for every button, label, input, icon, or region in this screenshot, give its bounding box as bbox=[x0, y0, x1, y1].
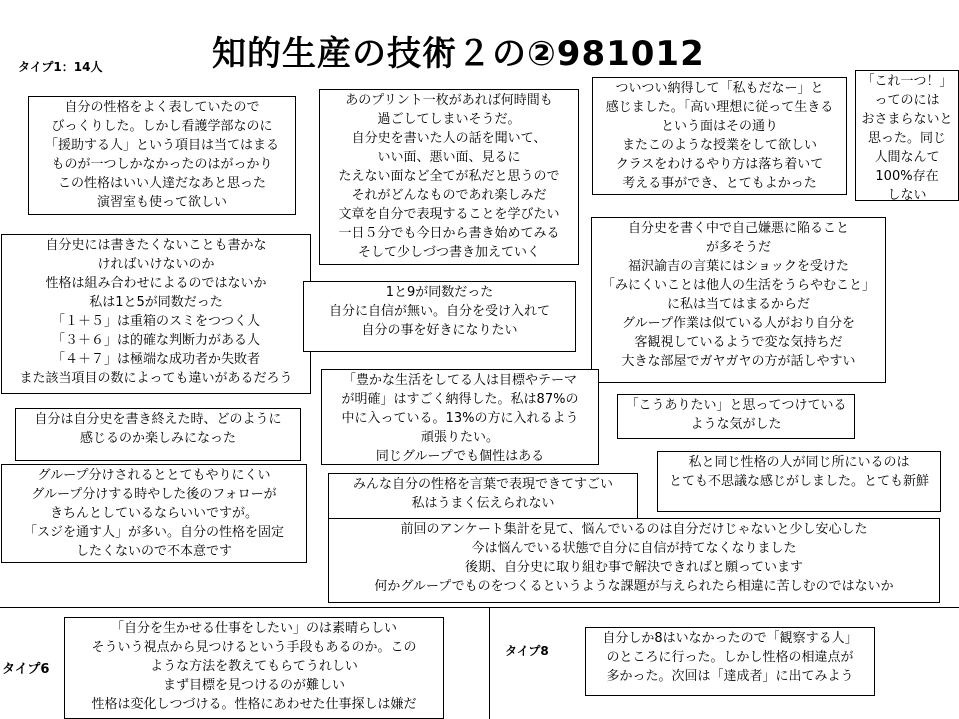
comment-box bbox=[1, 464, 307, 563]
comment-line: 「１＋５」は重箱のスミをつつく人 bbox=[51, 314, 260, 329]
comment-line: 前回のアンケート集計を見て、悩んでいるのは自分だけじゃないと少し安心した bbox=[400, 522, 868, 537]
comment-line: 私はうまく伝えられない bbox=[411, 496, 555, 511]
comment-line: みんな自分の性格を言葉で表現できてすごい bbox=[352, 477, 613, 492]
comment-line: 100%存在 bbox=[875, 169, 939, 184]
comment-line: ような気がした bbox=[690, 417, 782, 432]
comment-line: ものが一つしかなかったのはがっかり bbox=[51, 157, 273, 172]
comment-line: 「自分を生かせる仕事をしたい」のは素晴らしい bbox=[110, 621, 397, 636]
comment-line: まず目標を見つけるのが難しい bbox=[162, 678, 345, 693]
comment-line: それがどんなものであれ楽しみだ bbox=[351, 188, 547, 203]
comment-box bbox=[855, 70, 959, 201]
comment-line: クラスをわけるやり方は落ち着いて bbox=[615, 157, 824, 172]
comment-line: ってのには bbox=[874, 93, 940, 108]
comment-line: きちんとしているならいいですが。 bbox=[49, 506, 258, 521]
comment-box bbox=[15, 408, 301, 461]
comment-line: 自分しか8はいなかったので「観察する人」 bbox=[602, 631, 858, 646]
comment-line: 自分は自分史を書き終えた時、どのように bbox=[34, 412, 282, 427]
comment-line: 自分史を書く中で自己嫌悪に陥ること bbox=[627, 221, 849, 236]
comment-line: おさまらないと bbox=[861, 112, 953, 127]
comment-line: 感じました。「高い理想に従って生きる bbox=[605, 100, 834, 115]
comment-line: 多かった。次回は「達成者」に出てみよう bbox=[606, 669, 854, 684]
comment-line: そして少しづつ書き加えていく bbox=[357, 245, 540, 260]
comment-line: またこのような授業をして欲しい bbox=[621, 138, 817, 153]
comment-line: ければいけないのか bbox=[97, 257, 215, 272]
comment-line: たえない面など全てが私だと思うので bbox=[338, 169, 560, 184]
comment-line: びっくりした。しかし看護学部なのに bbox=[51, 119, 273, 134]
comment-line: 私と同じ性格の人が同じ所にいるのは bbox=[688, 455, 910, 470]
comment-line: のところに行った。しかし性格の相違点が bbox=[606, 650, 854, 665]
comment-line: 大きな部屋でガヤガヤの方が話しやすい bbox=[621, 354, 856, 369]
section-divider bbox=[0, 607, 959, 608]
comment-line: 同じグループでも個性はある bbox=[375, 449, 545, 464]
comment-line: そういう視点から見つけるという手段もあるのか。この bbox=[91, 640, 417, 655]
comment-box bbox=[328, 473, 638, 519]
comment-line: 自分の事を好きになりたい bbox=[361, 323, 518, 338]
type1-label: タイプ1：14人 bbox=[18, 60, 103, 74]
comment-line: 「みにくいことは他人の生活をうらやむこと」 bbox=[601, 278, 875, 293]
comment-box bbox=[28, 96, 296, 215]
comment-line: 「豊かな生活をしてる人は目標やテーマ bbox=[342, 373, 577, 388]
comment-line: 一日５分でも今日から書き始めてみる bbox=[338, 226, 560, 241]
type6-label: タイプ6 bbox=[2, 662, 50, 677]
comment-line: 頑張りたい。 bbox=[420, 430, 499, 445]
comment-line: 「援助する人」という項目は当てはまる bbox=[44, 138, 279, 153]
comment-line: グループ分けされるととてもやりにくい bbox=[37, 468, 271, 483]
comment-line: 何かグループでものをつくるというような課題が与えられたら相違に苦しむのではないか bbox=[374, 579, 894, 594]
comment-line: 過ごしてしまいそうだ。 bbox=[377, 112, 521, 127]
comment-line: に私は当てはまるからだ bbox=[666, 297, 810, 312]
comment-line: 自分の性格をよく表していたので bbox=[64, 100, 260, 115]
comment-line: いい面、悪い面、見るに bbox=[377, 150, 521, 165]
comment-box bbox=[64, 617, 444, 719]
comment-line: 中に入っている。13%の方に入れるよう bbox=[341, 411, 579, 426]
comment-line: 私は1と5が同数だった bbox=[89, 295, 223, 310]
comment-box bbox=[591, 217, 886, 383]
comment-line: 1と9が同数だった bbox=[385, 285, 494, 300]
comment-line: 「３＋６」は的確な判断力がある人 bbox=[51, 333, 260, 348]
comment-line: 性格は組み合わせによるのではないか bbox=[45, 276, 267, 291]
comment-box bbox=[303, 281, 576, 352]
comment-line: 自分史を書いた人の話を聞いて、 bbox=[351, 131, 547, 146]
comment-line: が多そうだ bbox=[705, 240, 771, 255]
comment-line: また該当項目の数によっても違いがあるだろう bbox=[19, 371, 293, 386]
vertical-divider bbox=[489, 607, 490, 719]
comment-line: したくないので不本意です bbox=[75, 544, 232, 559]
comment-line: 後期、自分史に取り組む事で解決できればと願っています bbox=[464, 560, 803, 575]
comment-line: 「これ一つ！」 bbox=[861, 74, 953, 89]
comment-line: 自分に自信が無い。自分を受け入れて bbox=[328, 304, 550, 319]
comment-line: あのプリント一枚があれば何時間も bbox=[345, 93, 553, 108]
comment-line: 感じるのか楽しみになった bbox=[79, 431, 236, 446]
comment-line: とても不思議な感じがしました。とても新鮮 bbox=[668, 474, 929, 489]
comment-line: 考える事ができ、とてもよかった bbox=[622, 176, 817, 191]
comment-line: 演習室も使って欲しい bbox=[96, 195, 227, 210]
page-title: 知的生産の技術２の②981012 bbox=[212, 34, 705, 74]
comment-box bbox=[592, 77, 847, 195]
comment-line: という面はその通り bbox=[660, 119, 778, 134]
comment-line: この性格はいい人達だなあと思った bbox=[57, 176, 266, 191]
comment-box bbox=[328, 518, 940, 603]
comment-line: しない bbox=[887, 188, 927, 201]
comment-line: 自分史には書きたくないことも書かな bbox=[45, 238, 267, 253]
comment-line: ついつい納得して「私もだなー」と bbox=[615, 81, 824, 96]
comment-line: 「こうありたい」と思ってつけている bbox=[625, 398, 847, 413]
comment-line: 思った。同じ bbox=[867, 131, 946, 146]
comment-box bbox=[657, 451, 941, 512]
comment-line: 福沢諭吉の言葉にはショックを受けた bbox=[628, 259, 849, 274]
comment-line: 「４＋７」は極端な成功者か失敗者 bbox=[51, 352, 260, 367]
comment-box bbox=[1, 234, 311, 394]
comment-box bbox=[321, 369, 599, 465]
comment-line: 「スジを通す人」が多い。自分の性格を固定 bbox=[23, 525, 284, 540]
comment-box bbox=[617, 394, 855, 439]
comment-line: が明確」はすごく納得した。私は87%の bbox=[341, 392, 579, 407]
comment-line: 客観視しているようで変な気持ちだ bbox=[634, 335, 843, 350]
comment-line: 今は悩んでいる状態で自分に自信が持てなくなりました bbox=[471, 541, 797, 556]
comment-line: 人間なんて bbox=[874, 150, 940, 165]
comment-line: ような方法を教えてもらてうれしい bbox=[150, 659, 358, 674]
comment-box bbox=[319, 89, 579, 265]
comment-line: グループ作業は似ている人がおり自分を bbox=[622, 316, 855, 331]
comment-box bbox=[585, 627, 875, 696]
type8-label: タイプ8 bbox=[505, 644, 549, 658]
comment-line: グループ分けする時やした後のフォローが bbox=[31, 487, 277, 502]
comment-line: 文章を自分で表現することを学びたい bbox=[338, 207, 560, 222]
comment-line: 性格は変化しつづける。性格にあわせた仕事探しは嫌だ bbox=[91, 697, 417, 712]
